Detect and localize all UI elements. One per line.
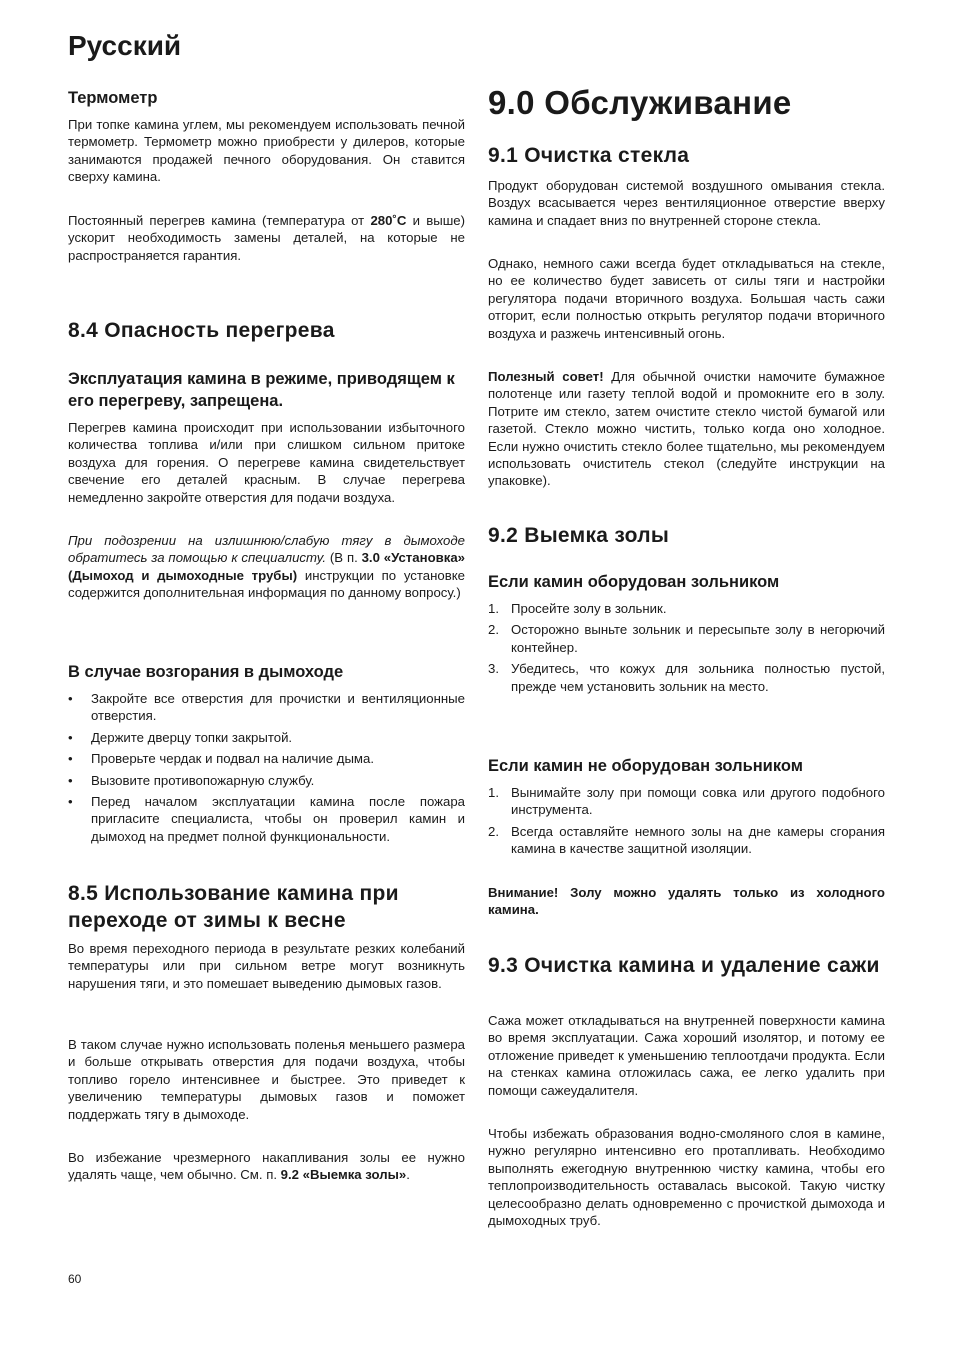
section-8-5-paragraph-2: В таком случае нужно использовать поленья меньшего размера и больше открывать отверстия для подачи воздуха, чтобы топливо горело интенсивнее и быстрее. Это приведет к увеличению температуры дымовых газов и поможет поддержать тягу в дымоходе. [68,1037,465,1122]
list-item: 1. Вынимайте золу при помощи совка или другого подобного инструмента. [488,785,885,818]
section-8-4-paragraph-1: Перегрев камина происходит при использовании избыточного количества топлива и/или при слишком сильном притоке воздуха для горения. О перегреве камина свидетельствует свечение его деталей красным. В случае перегрева немедленно закройте отверстия для подачи воздуха. [68,420,465,505]
thermometer-heading: Термометр [68,89,158,107]
list-item: 1. Просейте золу в зольник. [488,601,667,616]
section-9-1-heading: 9.1 Очистка стекла [488,144,690,167]
list-item: 3. Убедитесь, что кожух для зольника полностью пустой, прежде чем установить зольник на место. [488,661,885,694]
page-language-title: Русский [68,30,182,61]
chimney-fire-list [68,690,465,849]
chimney-fire-heading: В случае возгорания в дымоходе [68,663,344,681]
section-8-4-heading: 8.4 Опасность перегрева [68,319,335,342]
section-8-5-paragraph-1: Во время переходного периода в результате резких колебаний температуры или при сильном ветре могут возникнуть нарушения тяги, и это помешает выведению дымовых газов. [68,941,465,991]
list-item: • Держите дверцу топки закрытой. [68,729,293,745]
ash-warning: Внимание! Золу можно удалять только из холодного камина. [488,885,885,918]
section-8-4-paragraph-2: При подозрении на излишнюю/слабую тягу в дымоходе обратитесь за помощью к специалисту. (В п. 3.0 «Установка» (Дымоход и дымоходные трубы) инструкции по установке содержится дополнительная информация по данному вопросу.) [68,533,465,601]
section-9-1-paragraph-2: Однако, немного сажи всегда будет откладываться на стекле, но ее количество будет зависеть от силы тяги и настройки регулятора подачи вторичного воздуха. Большая часть сажи отгорит, если полностью открыть регулятор подачи вторичного воздуха и разжечь интенсивный огонь. [488,256,885,341]
list-item: 2. Осторожно выньте зольник и пересыпьте золу в негорючий контейнер. [488,622,885,655]
list-item: • Перед началом эксплуатации камина после пожара пригласите специалиста, чтобы он проверил камин и дымоход на предмет полной функциональности. [68,794,465,844]
list-item: 2. Всегда оставляйте немного золы на дне камеры сгорания камина в качестве защитной изоляции. [488,823,885,857]
no-ash-pan-heading: Если камин не оборудован зольником [488,757,803,775]
ash-pan-heading: Если камин оборудован зольником [488,573,780,591]
section-9-0-heading: 9.0 Обслуживание [488,84,792,121]
no-ash-pan-list [488,784,885,862]
section-9-3-heading: 9.3 Очистка камина и удаление сажи [488,954,880,977]
section-9-3-paragraph-1: Сажа может откладываться на внутренней поверхности камина во время эксплуатации. Сажа хороший изолятор, и потому ее отложение приведет к уменьшению теплоотдачи продукта. Если на стенках камина отложилась сажа, ее легко удалить при помощи сажеудалителя. [488,1013,885,1098]
section-9-1-paragraph-1: Продукт оборудован системой воздушного омывания стекла. Воздух всасывается через вентиляционное отверстие вверху камина и спадает вниз по внутренней стороне стекла. [488,178,885,228]
thermometer-paragraph-2: Постоянный перегрев камина (температура от 280˚C и выше) ускорит необходимость замены деталей, на которые не распространяется гарантия. [68,213,466,263]
ash-pan-list [488,600,885,699]
section-8-5-heading: 8.5 Использование камина при переходе от зимы к весне [68,882,399,932]
section-9-3-paragraph-2: Чтобы избежать образования водно-смоляного слоя в камине, нужно регулярно интенсивно его протапливать. Необходимо выполнять ежегодную внутреннюю чистку камина, чтобы его теплопроизводительность оставалась высокой. Такую чистку целесообразно делать одновременно с прочисткой дымохода и дымоходных труб. [488,1126,885,1229]
thermometer-paragraph-1: При топке камина углем, мы рекомендуем использовать печной термометр. Термометр можно приобрести у дилеров, которые занимаются продажей печного оборудования. Он ставится сверху камина. [68,117,465,185]
section-9-1-paragraph-3: Полезный совет! Для обычной очистки намочите бумажное полотенце или газету теплой водой и промокните его в золу. Потрите им стекло, затем очистите стекло чистой бумагой или газетой. Стекло можно чистить, только когда оно холодное. Если нужно очистить стекло более тщательно, мы рекомендуем использовать очиститель стекол (следуйте инструкции на упаковке). [488,369,885,489]
page-number: 60 [68,1272,82,1286]
section-8-4-subheading: Эксплуатация камина в режиме, приводящем к его перегреву, запрещена. [68,370,455,410]
section-8-5-paragraph-3: Во избежание чрезмерного накапливания золы ее нужно удалять чаще, чем обычно. См. п. 9.2 «Выемка золы». [68,1150,465,1183]
list-item: • Вызовите противопожарную службу. [68,772,315,788]
section-9-2-heading: 9.2 Выемка золы [488,524,670,547]
list-item: • Проверьте чердак и подвал на наличие дыма. [68,751,374,767]
list-item: • Закройте все отверстия для прочистки и вентиляционные отверстия. [68,691,465,724]
